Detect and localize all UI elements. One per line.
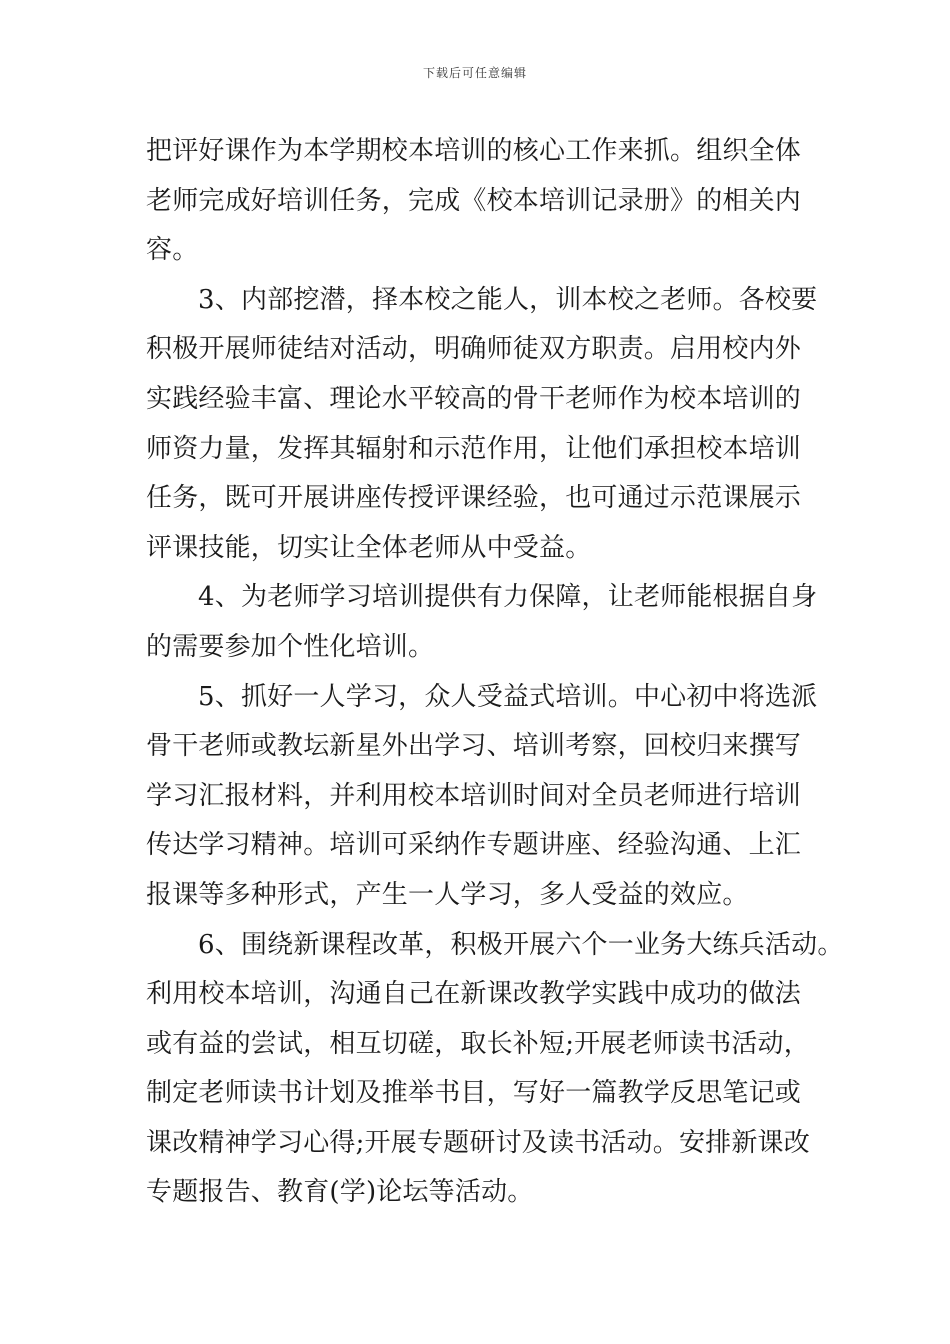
text-line: 专题报告、教育(学)论坛等活动。	[146, 1177, 534, 1208]
text-line: 把评好课作为本学期校本培训的核心工作来抓。组织全体	[146, 136, 802, 166]
text-line: 积极开展师徒结对活动，明确师徒双方职责。启用校内外	[146, 334, 802, 365]
text-line: 5、抓好一人学习，众人受益式培训。中心初中将选派	[198, 681, 818, 712]
text-line: 或有益的尝试，相互切磋，取长补短;开展老师读书活动，	[146, 1028, 810, 1059]
text-line: 骨干老师或教坛新星外出学习、培训考察，回校归来撰写	[146, 731, 802, 762]
page-header: 下载后可任意编辑	[422, 66, 527, 80]
text-line: 学习汇报材料，并利用校本培训时间对全员老师进行培训	[146, 780, 802, 811]
text-line: 老师完成好培训任务，完成《校本培训记录册》的相关内	[146, 185, 802, 216]
text-line: 6、围绕新课程改革，积极开展六个一业务大练兵活动。	[198, 929, 844, 960]
text-line: 课改精神学习心得;开展专题研讨及读书活动。安排新课改	[146, 1127, 810, 1158]
text-line: 评课技能，切实让全体老师从中受益。	[146, 532, 592, 563]
text-line: 实践经验丰富、理论水平较高的骨干老师作为校本培训的	[146, 383, 802, 414]
text-line: 容。	[146, 235, 199, 266]
text-line: 利用校本培训，沟通自己在新课改教学实践中成功的做法	[146, 979, 802, 1010]
text-line: 制定老师读书计划及推举书目，写好一篇教学反思笔记或	[146, 1078, 802, 1109]
text-line: 师资力量，发挥其辐射和示范作用，让他们承担校本培训	[146, 433, 802, 464]
text-line: 报课等多种形式，产生一人学习，多人受益的效应。	[146, 879, 749, 910]
document-body	[146, 127, 844, 1218]
text-line: 任务，既可开展讲座传授评课经验，也可通过示范课展示	[146, 483, 802, 514]
text-line: 的需要参加个性化培训。	[146, 631, 435, 662]
text-line: 3、内部挖潜，择本校之能人，训本校之老师。各校要	[198, 284, 818, 315]
text-line: 4、为老师学习培训提供有力保障，让老师能根据自身	[198, 582, 818, 613]
text-line: 传达学习精神。培训可采纳作专题讲座、经验沟通、上汇	[146, 830, 802, 861]
